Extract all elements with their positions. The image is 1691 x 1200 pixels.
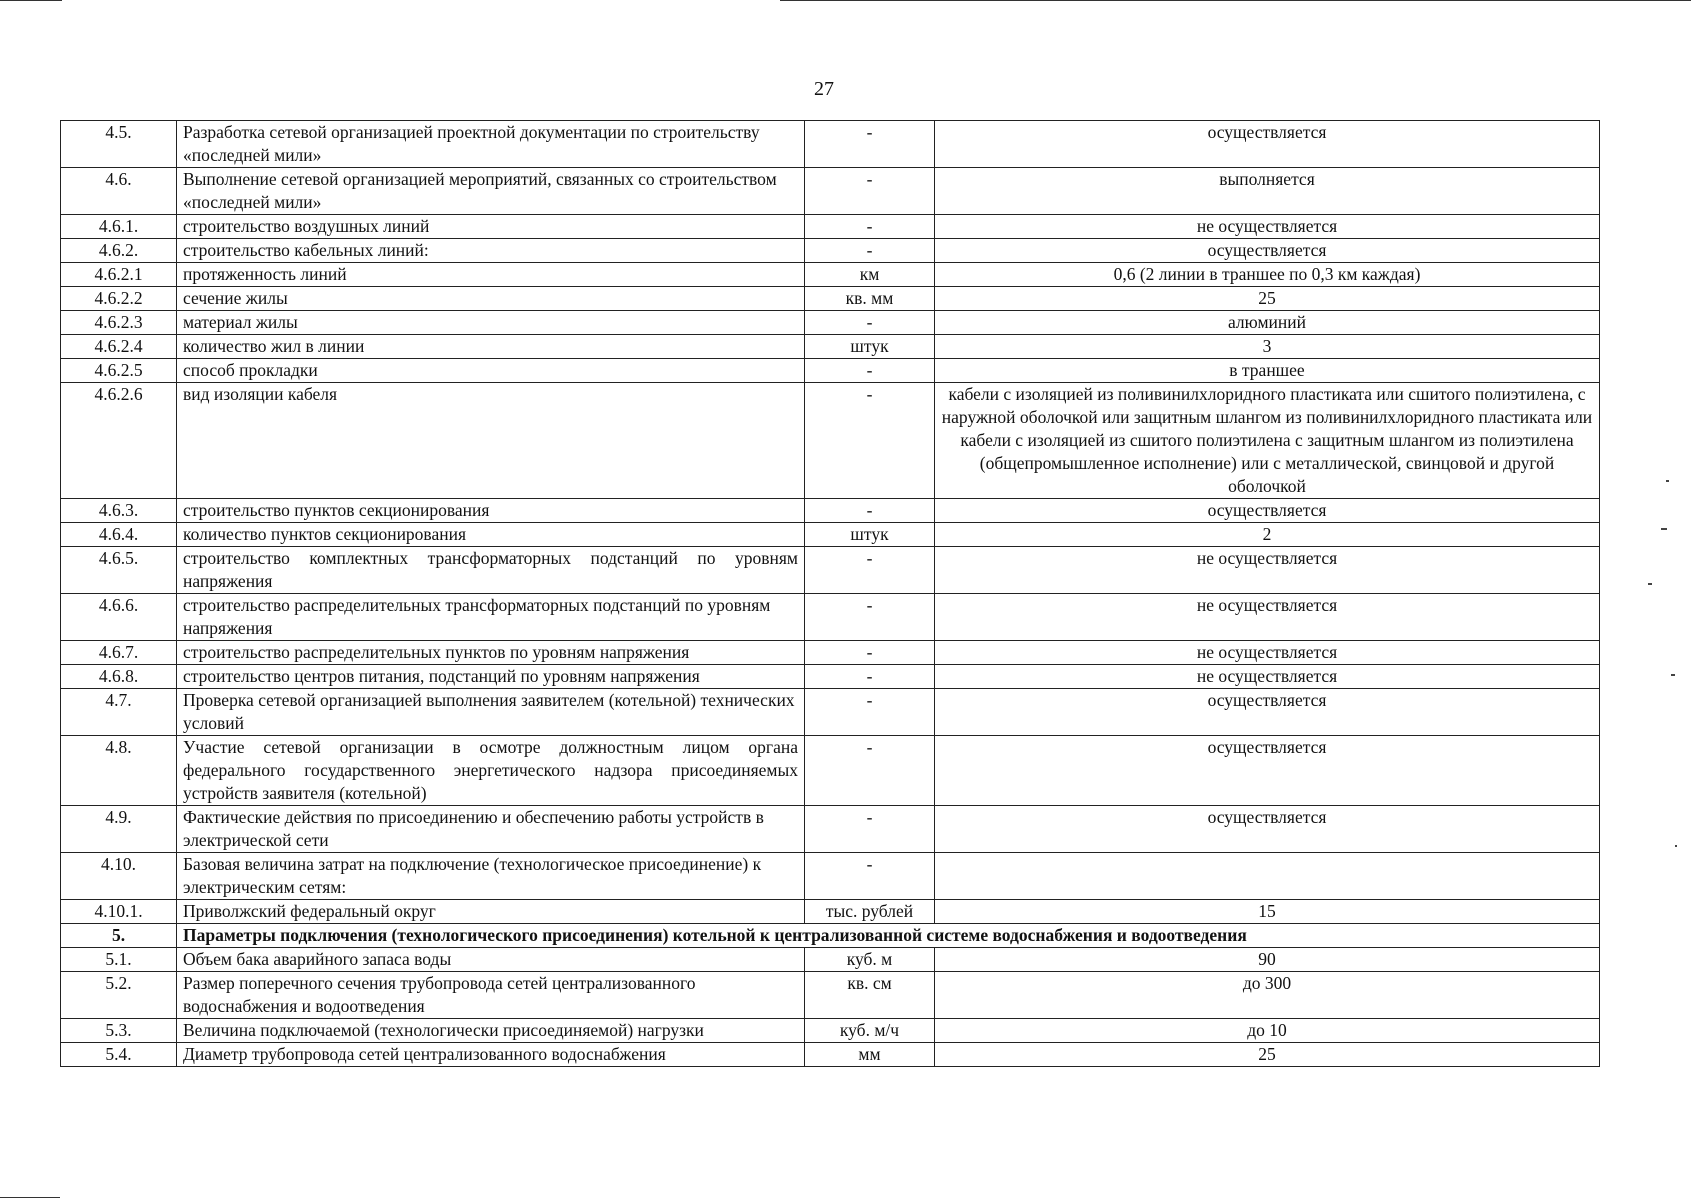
row-unit: - xyxy=(805,121,935,168)
scan-speck xyxy=(1661,528,1667,530)
row-unit: - xyxy=(805,239,935,263)
row-number: 4.6.6. xyxy=(61,594,177,641)
row-unit: - xyxy=(805,359,935,383)
row-description: строительство пунктов секционирования xyxy=(177,499,805,523)
row-description: материал жилы xyxy=(177,311,805,335)
row-number: 5.1. xyxy=(61,948,177,972)
row-value: не осуществляется xyxy=(935,547,1600,594)
specification-table xyxy=(60,120,1600,1067)
row-unit: мм xyxy=(805,1043,935,1067)
row-number: 4.6.4. xyxy=(61,523,177,547)
scan-speck xyxy=(1666,480,1669,482)
row-unit: - xyxy=(805,215,935,239)
row-value: 25 xyxy=(935,1043,1600,1067)
row-unit: штук xyxy=(805,335,935,359)
table-row xyxy=(61,523,1600,547)
row-value: не осуществляется xyxy=(935,641,1600,665)
row-unit: куб. м xyxy=(805,948,935,972)
table-row xyxy=(61,359,1600,383)
table-body xyxy=(61,121,1600,1067)
row-value: не осуществляется xyxy=(935,594,1600,641)
row-value: осуществляется xyxy=(935,736,1600,806)
row-description: протяженность линий xyxy=(177,263,805,287)
bottom-edge-line xyxy=(0,1197,60,1198)
row-unit: - xyxy=(805,806,935,853)
row-value: осуществляется xyxy=(935,239,1600,263)
row-value: до 10 xyxy=(935,1019,1600,1043)
row-description: Величина подключаемой (технологически присоединяемой) нагрузки xyxy=(177,1019,805,1043)
section-number: 5. xyxy=(61,924,177,948)
scan-speck xyxy=(1671,674,1675,676)
row-value: осуществляется xyxy=(935,689,1600,736)
row-value: 15 xyxy=(935,900,1600,924)
row-unit: - xyxy=(805,665,935,689)
row-unit: км xyxy=(805,263,935,287)
row-value xyxy=(935,853,1600,900)
scan-speck xyxy=(1675,845,1677,847)
row-description: Приволжский федеральный округ xyxy=(177,900,805,924)
row-description: строительство кабельных линий: xyxy=(177,239,805,263)
row-unit: - xyxy=(805,853,935,900)
row-value: не осуществляется xyxy=(935,215,1600,239)
row-value: 2 xyxy=(935,523,1600,547)
row-number: 4.6.7. xyxy=(61,641,177,665)
table-row xyxy=(61,547,1600,594)
row-value: осуществляется xyxy=(935,806,1600,853)
table-row xyxy=(61,263,1600,287)
table-row xyxy=(61,689,1600,736)
row-description: строительство распределительных пунктов по уровням напряжения xyxy=(177,641,805,665)
top-edge-line-right xyxy=(780,0,1691,1)
row-number: 4.6.2.4 xyxy=(61,335,177,359)
row-number: 4.5. xyxy=(61,121,177,168)
row-description: Участие сетевой организации в осмотре должностным лицом органа федерального государственного энергетического надзора присоединяемых устройств заявителя (котельной) xyxy=(177,736,805,806)
row-unit: штук xyxy=(805,523,935,547)
table-row xyxy=(61,168,1600,215)
table-row xyxy=(61,215,1600,239)
row-description: вид изоляции кабеля xyxy=(177,383,805,499)
row-number: 4.6.1. xyxy=(61,215,177,239)
row-unit: - xyxy=(805,547,935,594)
table-row xyxy=(61,287,1600,311)
row-unit: - xyxy=(805,383,935,499)
table-row xyxy=(61,499,1600,523)
row-unit: - xyxy=(805,499,935,523)
row-description: строительство комплектных трансформаторных подстанций по уровням напряжения xyxy=(177,547,805,594)
page-number: 27 xyxy=(814,78,834,100)
table-row xyxy=(61,900,1600,924)
row-unit: куб. м/ч xyxy=(805,1019,935,1043)
table-row xyxy=(61,806,1600,853)
row-description: сечение жилы xyxy=(177,287,805,311)
row-description: количество жил в линии xyxy=(177,335,805,359)
row-description: строительство центров питания, подстанций по уровням напряжения xyxy=(177,665,805,689)
row-description: количество пунктов секционирования xyxy=(177,523,805,547)
row-number: 4.6.2.6 xyxy=(61,383,177,499)
table-row xyxy=(61,121,1600,168)
row-value: до 300 xyxy=(935,972,1600,1019)
row-number: 4.8. xyxy=(61,736,177,806)
row-description: Базовая величина затрат на подключение (технологическое присоединение) к электрическим сетям: xyxy=(177,853,805,900)
row-value: в траншее xyxy=(935,359,1600,383)
row-unit: - xyxy=(805,168,935,215)
row-description: Фактические действия по присоединению и обеспечению работы устройств в электрической сети xyxy=(177,806,805,853)
row-number: 4.6.2. xyxy=(61,239,177,263)
row-number: 4.6.2.3 xyxy=(61,311,177,335)
scan-speck xyxy=(1648,583,1652,585)
table-row xyxy=(61,665,1600,689)
table-row xyxy=(61,1043,1600,1067)
table-row xyxy=(61,1019,1600,1043)
row-value: 3 xyxy=(935,335,1600,359)
row-description: Проверка сетевой организацией выполнения заявителем (котельной) технических условий xyxy=(177,689,805,736)
table-row xyxy=(61,972,1600,1019)
row-value: алюминий xyxy=(935,311,1600,335)
row-description: Разработка сетевой организацией проектной документации по строительству «последней мили» xyxy=(177,121,805,168)
row-number: 5.2. xyxy=(61,972,177,1019)
row-unit: - xyxy=(805,689,935,736)
row-number: 5.3. xyxy=(61,1019,177,1043)
top-edge-line-left xyxy=(0,0,62,1)
row-unit: кв. мм xyxy=(805,287,935,311)
row-number: 4.10.1. xyxy=(61,900,177,924)
row-number: 4.6. xyxy=(61,168,177,215)
row-description: Выполнение сетевой организацией мероприятий, связанных со строительством «последней мили» xyxy=(177,168,805,215)
table-row xyxy=(61,948,1600,972)
row-number: 4.6.5. xyxy=(61,547,177,594)
row-value: осуществляется xyxy=(935,121,1600,168)
row-value: кабели с изоляцией из поливинилхлоридного пластиката или сшитого полиэтилена, с наружной оболочкой или защитным шлангом из поливинилхлоридного пластиката или кабели с изоляцией из сшитого полиэтилена с защитным шлангом из полиэтилена (общепромышленное исполнение) или с металлической, свинцовой и другой оболочкой xyxy=(935,383,1600,499)
table-row xyxy=(61,383,1600,499)
table-row xyxy=(61,853,1600,900)
row-unit: - xyxy=(805,736,935,806)
row-value: 25 xyxy=(935,287,1600,311)
row-number: 4.7. xyxy=(61,689,177,736)
row-number: 4.6.8. xyxy=(61,665,177,689)
row-description: Размер поперечного сечения трубопровода сетей централизованного водоснабжения и водоотведения xyxy=(177,972,805,1019)
table-row xyxy=(61,641,1600,665)
row-number: 4.9. xyxy=(61,806,177,853)
row-value: не осуществляется xyxy=(935,665,1600,689)
table-row xyxy=(61,311,1600,335)
row-unit: - xyxy=(805,594,935,641)
row-description: способ прокладки xyxy=(177,359,805,383)
row-value: 90 xyxy=(935,948,1600,972)
row-number: 4.6.2.1 xyxy=(61,263,177,287)
row-unit: - xyxy=(805,311,935,335)
section-title: Параметры подключения (технологического присоединения) котельной к централизованной системе водоснабжения и водоотведения xyxy=(177,924,1600,948)
row-description: Объем бака аварийного запаса воды xyxy=(177,948,805,972)
row-value: 0,6 (2 линии в траншее по 0,3 км каждая) xyxy=(935,263,1600,287)
row-unit: тыс. рублей xyxy=(805,900,935,924)
row-number: 4.6.3. xyxy=(61,499,177,523)
row-unit: - xyxy=(805,641,935,665)
row-unit: кв. см xyxy=(805,972,935,1019)
row-value: осуществляется xyxy=(935,499,1600,523)
row-value: выполняется xyxy=(935,168,1600,215)
table-row xyxy=(61,335,1600,359)
section-header-row xyxy=(61,924,1600,948)
table-row xyxy=(61,736,1600,806)
table-row xyxy=(61,594,1600,641)
row-description: строительство распределительных трансформаторных подстанций по уровням напряжения xyxy=(177,594,805,641)
row-number: 4.6.2.5 xyxy=(61,359,177,383)
table-row xyxy=(61,239,1600,263)
row-number: 4.6.2.2 xyxy=(61,287,177,311)
row-description: строительство воздушных линий xyxy=(177,215,805,239)
row-number: 4.10. xyxy=(61,853,177,900)
row-description: Диаметр трубопровода сетей централизованного водоснабжения xyxy=(177,1043,805,1067)
row-number: 5.4. xyxy=(61,1043,177,1067)
